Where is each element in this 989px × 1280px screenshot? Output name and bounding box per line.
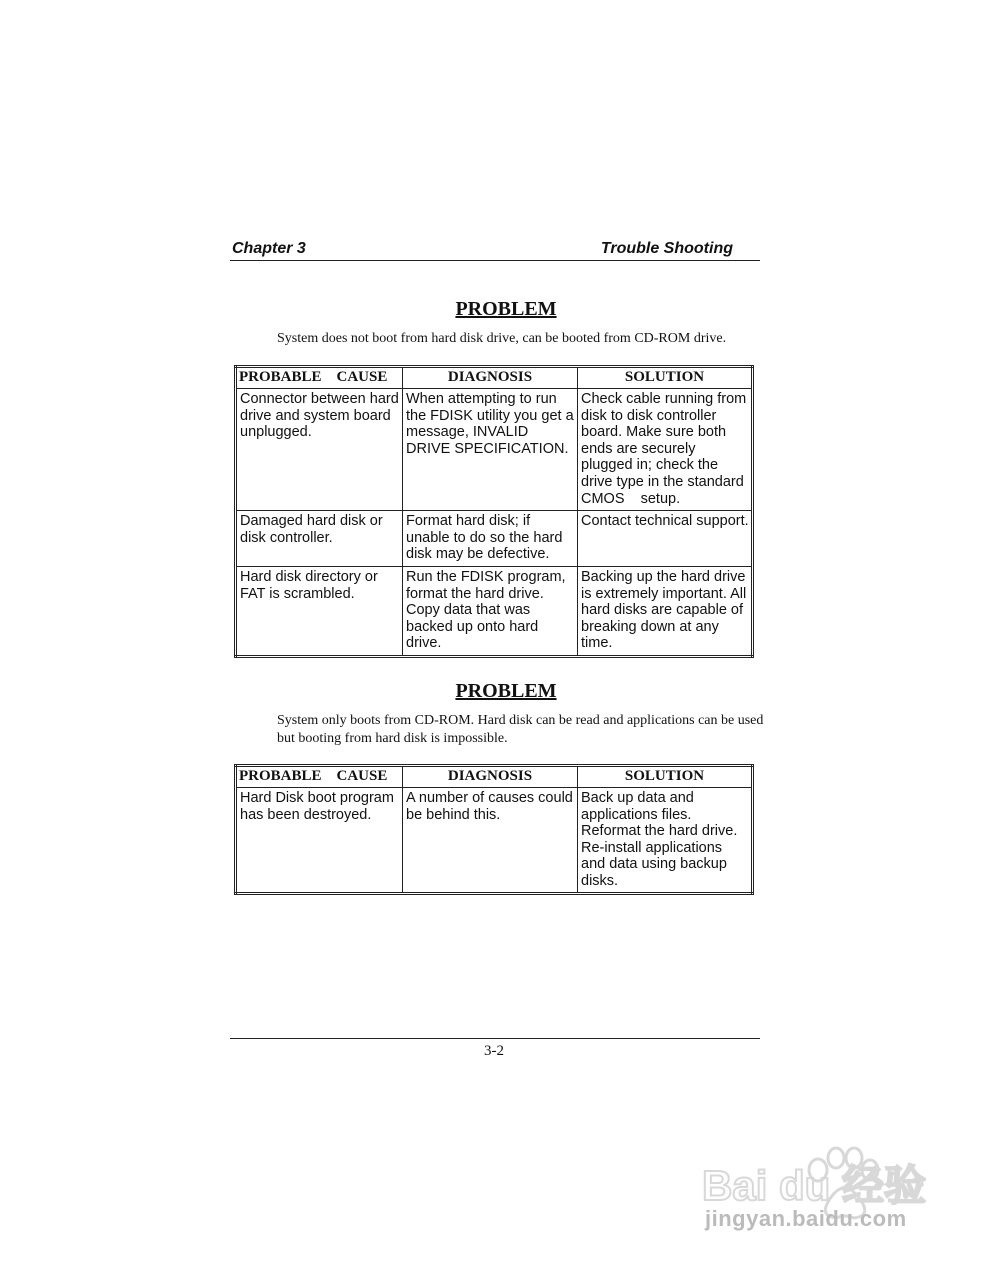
- table-row: [236, 567, 753, 657]
- diagnosis-cell: Run the FDISK program, format the hard drive. Copy data that was backed up onto hard drive.: [403, 567, 578, 657]
- watermark-url: jingyan.baidu.com: [705, 1206, 907, 1231]
- column-header-solution: SOLUTION: [578, 766, 753, 788]
- cause-cell: Hard disk directory or FAT is scrambled.: [236, 567, 403, 657]
- baidu-watermark-logo: [700, 1130, 940, 1250]
- solution-cell: Check cable running from disk to disk controller board. Make sure both ends are securely plugged in; check the drive type in the standard CMOS setup.: [578, 389, 753, 511]
- problem-description: System does not boot from hard disk drive, can be booted from CD-ROM drive.: [277, 331, 727, 346]
- problem-title: PROBLEM: [455, 298, 557, 320]
- section-label: Trouble Shooting: [600, 240, 733, 257]
- cause-cell: Connector between hard drive and system board unplugged.: [236, 389, 403, 511]
- solution-cell: Contact technical support.: [578, 511, 753, 567]
- column-header-diagnosis: DIAGNOSIS: [403, 766, 578, 788]
- column-header-cause: PROBABLE CAUSE: [236, 766, 403, 788]
- diagnosis-cell: A number of causes could be behind this.: [403, 788, 578, 894]
- header-rule: [230, 260, 760, 261]
- solution-cell: Back up data and applications files. Reformat the hard drive. Re-install applications and data using backup disks.: [578, 788, 753, 894]
- table-row: [236, 788, 753, 894]
- table-header-row: [236, 367, 753, 389]
- diagnosis-cell: When attempting to run the FDISK utility you get a message, INVALID DRIVE SPECIFICATION.: [403, 389, 578, 511]
- cause-cell: Hard Disk boot program has been destroyed.: [236, 788, 403, 894]
- column-header-diagnosis: DIAGNOSIS: [403, 367, 578, 389]
- cause-cell: Damaged hard disk or disk controller.: [236, 511, 403, 567]
- page-number: 3-2: [484, 1043, 504, 1059]
- column-header-solution: SOLUTION: [578, 367, 753, 389]
- table-header-row: [236, 766, 753, 788]
- problem-description: System only boots from CD-ROM. Hard disk can be read and applications can be used but booting from hard disk is impossible.: [277, 713, 764, 746]
- column-header-cause: PROBABLE CAUSE: [236, 367, 403, 389]
- troubleshooting-table: [234, 764, 754, 895]
- table-row: [236, 389, 753, 511]
- troubleshooting-table: [234, 365, 754, 658]
- problem-title: PROBLEM: [455, 680, 557, 702]
- watermark-brand: Bai du 经验: [702, 1162, 927, 1209]
- diagnosis-cell: Format hard disk; if unable to do so the hard disk may be defective.: [403, 511, 578, 567]
- solution-cell: Backing up the hard drive is extremely important. All hard disks are capable of breaking down at any time.: [578, 567, 753, 657]
- chapter-label: Chapter 3: [232, 240, 306, 257]
- table-row: [236, 511, 753, 567]
- footer-rule: [230, 1038, 760, 1039]
